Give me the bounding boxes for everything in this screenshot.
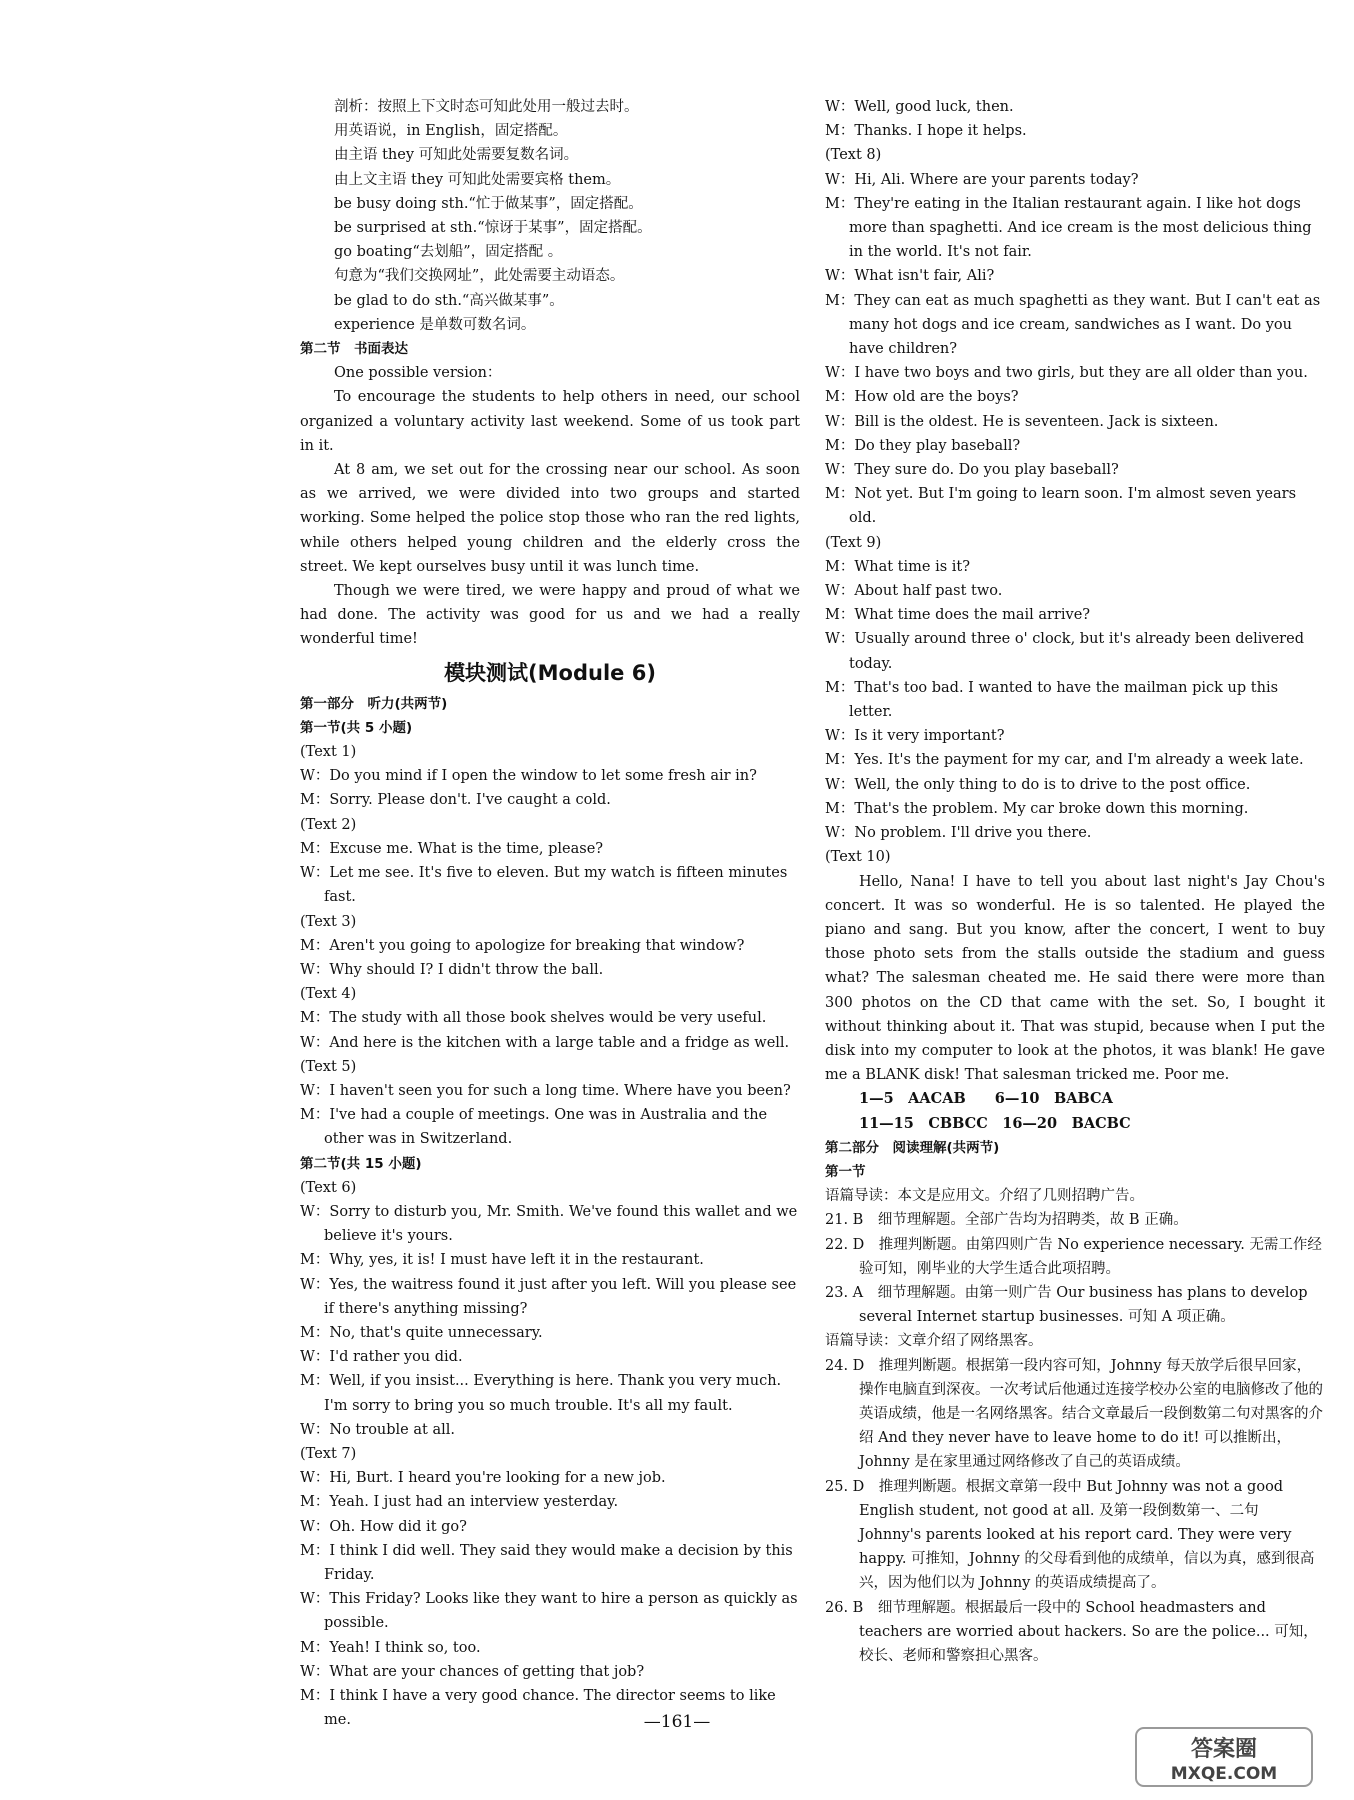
right-line-21: W：Well, the only thing to do is to drive to the post office.	[825, 776, 1251, 793]
left-line-13: At 8 am, we set out for the crossing near our school. As soon as we arrived, we were divided into two groups and started working. Some helped the police stop those who ran the red lights, while others helped young children and the elderly cross the street. We kept ourselves busy until it was lunch time.	[300, 462, 805, 575]
left-line-27: (Text 4)	[300, 986, 357, 1003]
right-line-33: 23. A 细节理解题。由第一则广告 Our business has plans to develop several Internet startup businesses. 可知 A 项正确。	[825, 1284, 1313, 1326]
right-line-12: M：Not yet. But I'm going to learn soon. I'm almost seven years old.	[825, 486, 1301, 527]
left-line-16: 第一部分 听力(共两节)	[300, 695, 448, 712]
left-line-36: M：Why, yes, it is! I must have left it in the restaurant.	[300, 1252, 704, 1269]
left-line-34: (Text 6)	[300, 1179, 357, 1196]
left-line-14: Though we were tired, we were happy and proud of what we had done. The activity was good for us and we had a really wonderful time!	[300, 583, 805, 648]
left-line-41: W：No trouble at all.	[300, 1421, 455, 1438]
left-line-21: (Text 2)	[300, 816, 357, 833]
right-column	[825, 95, 1330, 1668]
svg-text:MXQE.COM: MXQE.COM	[1170, 1764, 1278, 1784]
left-line-15: 模块测试(Module 6)	[444, 660, 656, 685]
left-line-47: W：This Friday? Looks like they want to hire a person as quickly as possible.	[300, 1591, 803, 1632]
left-line-26: W：Why should I? I didn't throw the ball.	[300, 961, 604, 978]
left-line-19: W：Do you mind if I open the window to let some fresh air in?	[300, 768, 757, 785]
right-line-25: Hello, Nana! I have to tell you about last night's Jay Chou's concert. It was so wonderful. He is so talented. He played the piano and sang. But you know, after the concert, I went to buy those photo sets from the stalls outside the stadium and guess what? The salesman cheated me. He said there were more than 300 photos on the CD that came with the set. So, I bought it without thinking about it. That was stupid, because when I put the disk into my computer to look at the photos, it was blank! He gave me a BLANK disk! That salesman tricked me. Poor me.	[825, 873, 1330, 1084]
left-line-24: (Text 3)	[300, 913, 357, 930]
right-line-34: 语篇导读：文章介绍了网络黑客。	[825, 1333, 1043, 1350]
left-line-28: M：The study with all those book shelves would be very useful.	[300, 1010, 767, 1027]
left-line-7: 句意为“我们交换网址”，此处需要主动语态。	[334, 268, 625, 285]
right-line-9: W：Bill is the oldest. He is seventeen. Jack is sixteen.	[825, 413, 1219, 430]
right-line-13: (Text 9)	[825, 534, 882, 551]
left-line-37: W：Yes, the waitress found it just after you left. Will you please see if there's anything missing?	[300, 1276, 801, 1317]
left-line-48: M：Yeah! I think so, too.	[300, 1639, 481, 1656]
left-line-33: 第二节(共 15 小题)	[300, 1155, 422, 1172]
left-line-39: W：I'd rather you did.	[300, 1349, 463, 1366]
right-line-36: 25. D 推理判断题。根据文章第一段中 But Johnny was not a good English student, not good at all. 及第一段倒数第一、二句 Johnny's parents looked at his report card. They were very happy. 可推知，Johnny 的父母看到他的成绩单，信以为真，感到很高兴，因为他们以为 Johnny 的英语成绩提高了。	[825, 1478, 1315, 1592]
left-line-12: To encourage the students to help others in need, our school organized a voluntary activity last weekend. Some of us took part in it.	[300, 389, 805, 454]
right-line-37: 26. B 细节理解题。根据最后一段中的 School headmasters and teachers are worried about hackers. So are the police... 可知，校长、老师和警察担心黑客。	[825, 1599, 1318, 1664]
left-line-29: W：And here is the kitchen with a large table and a fridge as well.	[300, 1034, 790, 1051]
left-line-4: be busy doing sth.“忙于做某事”，固定搭配。	[334, 195, 643, 212]
right-line-35: 24. D 推理判断题。根据第一段内容可知，Johnny 每天放学后很早回家，操作电脑直到深夜。一次考试后他通过连接学校办公室的电脑修改了他的英语成绩，他是一名网络黑客。结合文章最后一段倒数第二句对黑客的介绍 And they never have to leave home to do it! 可以推断出，Johnny 是在家里通过网络修改了自己的英语成绩。	[825, 1357, 1323, 1471]
right-line-10: M：Do they play baseball?	[825, 437, 1021, 454]
right-line-5: W：What isn't fair, Ali?	[825, 268, 995, 285]
right-line-29: 第一节	[825, 1163, 866, 1180]
right-line-11: W：They sure do. Do you play baseball?	[825, 462, 1119, 479]
right-line-20: M：Yes. It's the payment for my car, and I'm already a week late.	[825, 752, 1304, 769]
watermark-logo	[1134, 1726, 1314, 1788]
right-line-18: M：That's too bad. I wanted to have the mailman pick up this letter.	[825, 679, 1283, 721]
left-line-18: (Text 1)	[300, 744, 357, 761]
right-line-26: 1—5 AACAB 6—10 BABCA	[859, 1090, 1113, 1108]
right-line-27: 11—15 CBBCC 16—20 BACBC	[859, 1114, 1131, 1132]
left-line-31: W：I haven't seen you for such a long time. Where have you been?	[300, 1082, 791, 1099]
page-number: —161—	[643, 1712, 711, 1732]
right-line-15: W：About half past two.	[825, 583, 1003, 600]
left-line-49: W：What are your chances of getting that job?	[300, 1663, 645, 1680]
left-line-10: 第二节 书面表达	[300, 341, 408, 358]
right-line-3: W：Hi, Ali. Where are your parents today?	[825, 171, 1139, 188]
left-line-20: M：Sorry. Please don't. I've caught a cold.	[300, 792, 611, 809]
right-line-0: W：Well, good luck, then.	[825, 99, 1014, 115]
left-line-50: M：I think I have a very good chance. The director seems to like me.	[300, 1688, 781, 1729]
right-line-23: W：No problem. I'll drive you there.	[825, 825, 1092, 842]
left-line-6: go boating“去划船”，固定搭配 。	[334, 244, 563, 261]
left-line-17: 第一节(共 5 小题)	[300, 719, 413, 736]
left-line-42: (Text 7)	[300, 1445, 357, 1462]
right-line-4: M：They're eating in the Italian restaurant again. I like hot dogs more than spaghetti. And ice cream is the most delicious thing in the world. It's not fair.	[825, 195, 1317, 261]
right-line-17: W：Usually around three o' clock, but it's already been delivered today.	[825, 631, 1309, 672]
left-line-2: 由主语 they 可知此处需要复数名词。	[334, 147, 579, 164]
left-line-1: 用英语说，in English，固定搭配。	[334, 123, 568, 140]
right-line-19: W：Is it very important?	[825, 728, 1005, 745]
left-line-30: (Text 5)	[300, 1058, 357, 1075]
left-line-45: W：Oh. How did it go?	[300, 1518, 467, 1535]
left-line-44: M：Yeah. I just had an interview yesterday.	[300, 1494, 619, 1511]
right-line-2: (Text 8)	[825, 147, 882, 164]
right-line-7: W：I have two boys and two girls, but they are all older than you.	[825, 365, 1308, 382]
left-line-3: 由上文主语 they 可知此处需要宾格 them。	[334, 171, 621, 188]
svg-text:答案圈: 答案圈	[1190, 1737, 1258, 1762]
right-line-28: 第二部分 阅读理解(共两节)	[825, 1139, 1000, 1156]
right-line-24: (Text 10)	[825, 849, 891, 866]
left-line-43: W：Hi, Burt. I heard you're looking for a new job.	[300, 1470, 666, 1487]
left-line-38: M：No, that's quite unnecessary.	[300, 1324, 543, 1341]
left-line-5: be surprised at sth.“惊讶于某事”，固定搭配。	[334, 220, 652, 237]
right-line-1: M：Thanks. I hope it helps.	[825, 123, 1027, 140]
right-line-22: M：That's the problem. My car broke down this morning.	[825, 800, 1249, 817]
left-line-0: 剖析：按照上下文时态可知此处用一般过去时。	[334, 99, 639, 115]
left-line-22: M：Excuse me. What is the time, please?	[300, 840, 604, 857]
right-line-16: M：What time does the mail arrive?	[825, 607, 1091, 624]
left-line-35: W：Sorry to disturb you, Mr. Smith. We've found this wallet and we believe it's yours.	[300, 1203, 802, 1245]
right-line-31: 21. B 细节理解题。全部广告均为招聘类，故 B 正确。	[825, 1212, 1188, 1229]
left-line-8: be glad to do sth.“高兴做某事”。	[334, 292, 564, 309]
left-line-32: M：I've had a couple of meetings. One was in Australia and the other was in Switzerland.	[300, 1107, 772, 1148]
left-line-23: W：Let me see. It's five to eleven. But my watch is fifteen minutes fast.	[300, 865, 792, 906]
left-line-11: One possible version：	[334, 365, 502, 382]
left-line-46: M：I think I did well. They said they would make a decision by this Friday.	[300, 1542, 798, 1583]
right-line-30: 语篇导读：本文是应用文。介绍了几则招聘广告。	[825, 1188, 1144, 1205]
left-line-25: M：Aren't you going to apologize for breaking that window?	[300, 937, 745, 954]
right-line-8: M：How old are the boys?	[825, 389, 1019, 406]
right-line-14: M：What time is it?	[825, 558, 970, 575]
left-line-40: M：Well, if you insist... Everything is here. Thank you very much. I'm sorry to bring you so much trouble. It's all my fault.	[300, 1373, 786, 1414]
right-line-32: 22. D 推理判断题。由第四则广告 No experience necessary. 无需工作经验可知，刚毕业的大学生适合此项招聘。	[825, 1236, 1322, 1277]
right-line-6: M：They can eat as much spaghetti as they want. But I can't eat as many hot dogs and ice cream, sandwiches as I want. Do you have children?	[825, 292, 1325, 358]
left-line-9: experience 是单数可数名词。	[334, 316, 536, 333]
left-column	[300, 95, 805, 1732]
